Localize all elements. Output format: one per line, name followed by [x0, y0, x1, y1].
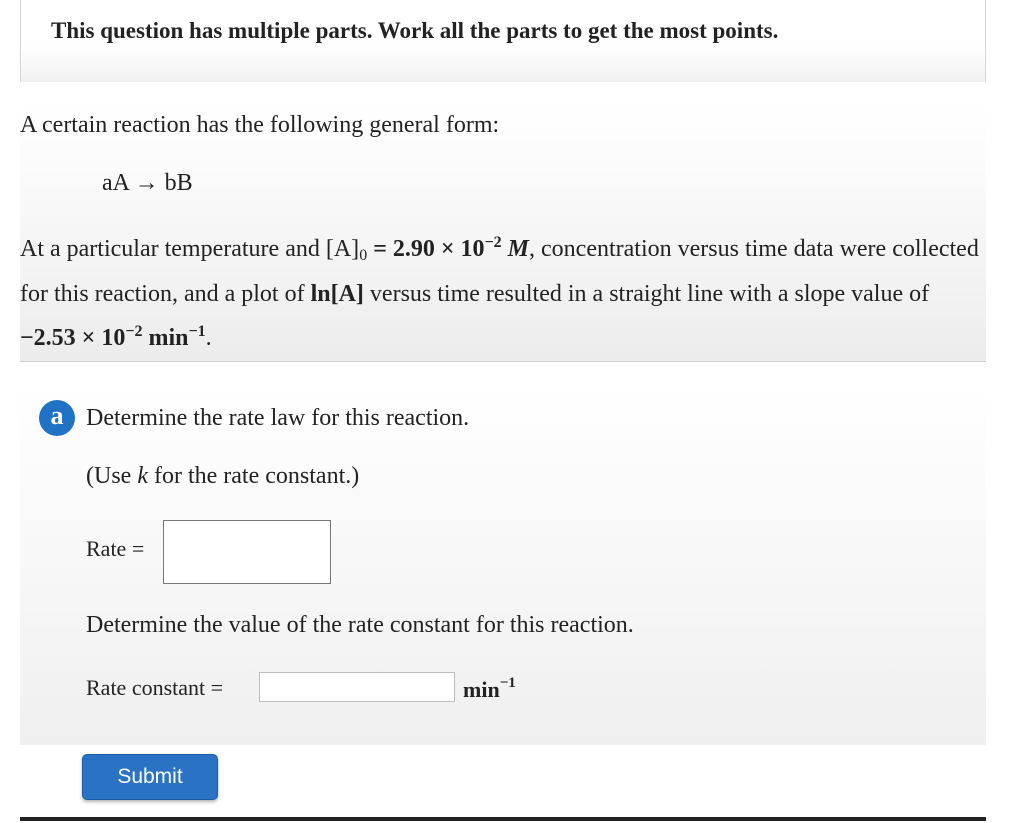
hint-prefix: (Use [86, 463, 138, 489]
problem-text-3: versus time resulted in a straight line with a slope value of [363, 281, 930, 307]
unit-exponent: −1 [499, 675, 516, 691]
submit-button[interactable]: Submit [82, 754, 218, 800]
part-a-section [20, 383, 986, 745]
rate-label: Rate = [86, 536, 145, 561]
problem-body [20, 224, 980, 357]
bottom-divider [20, 817, 986, 821]
slope-unit: min [142, 325, 189, 351]
reaction-equation: aA → bB [102, 170, 193, 196]
problem-text-1: At a particular temperature and [20, 236, 326, 262]
part-a-question-rate-law: Determine the rate law for this reaction. [86, 405, 470, 431]
rate-constant-label: Rate constant = [86, 675, 224, 700]
slope-unit-exponent: −1 [188, 323, 206, 340]
hint-variable: k [137, 463, 148, 489]
instructions-banner [20, 0, 986, 82]
hint-suffix: for the rate constant.) [147, 463, 360, 489]
part-a-hint [86, 463, 359, 490]
concentration-exponent: −2 [484, 234, 502, 251]
part-a-badge: a [39, 400, 75, 436]
part-a-question-rate-constant: Determine the value of the rate constant for this reaction. [86, 612, 634, 638]
problem-intro: A certain reaction has the following general form: [20, 112, 500, 138]
slope-exponent: −2 [125, 323, 143, 340]
problem-end: . [205, 325, 212, 351]
problem-text-2: , concentration versus time data were collected for this reaction, and a plot of [20, 236, 979, 307]
problem-statement [20, 104, 986, 362]
instructions-text: This question has multiple parts. Work all the parts to get the most points. [51, 18, 779, 43]
ln-term: ln[A] [310, 281, 364, 307]
concentration-subscript: 0 [359, 247, 368, 264]
unit-text: min [463, 677, 500, 702]
concentration-unit: M [507, 236, 530, 262]
slope-value: −2.53 × 10 [20, 325, 126, 351]
rate-law-answer-box[interactable] [163, 520, 331, 584]
rate-constant-unit [463, 675, 516, 703]
concentration-value: = 2.90 × 10 [373, 236, 485, 262]
concentration-symbol: [A] [325, 236, 360, 262]
rate-constant-input[interactable] [259, 672, 455, 702]
